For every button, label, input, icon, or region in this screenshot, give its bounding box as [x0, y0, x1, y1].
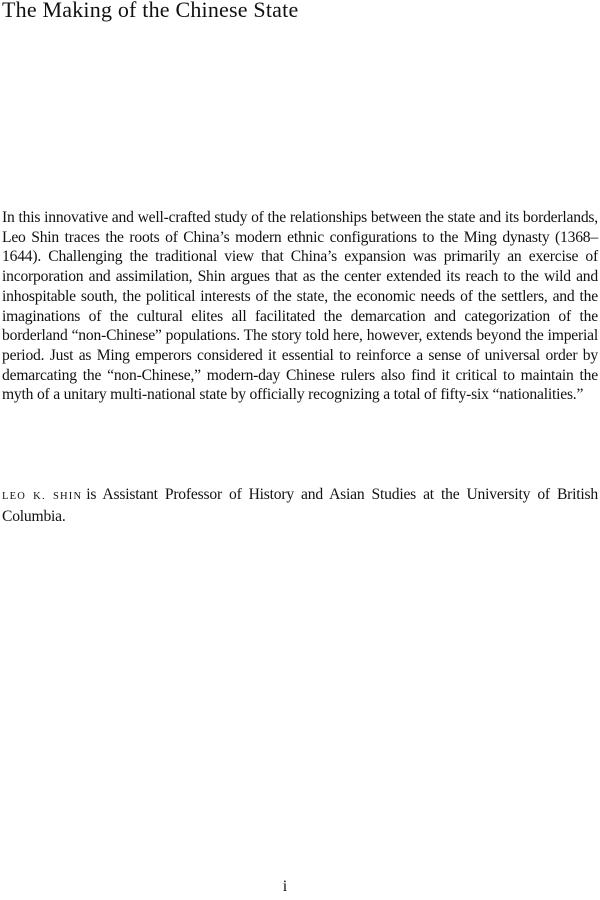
author-name: LEO K. SHIN: [2, 491, 83, 502]
book-title: The Making of the Chinese State: [2, 0, 299, 22]
book-description: In this innovative and well-crafted study of the relationships between the state and its borderlands, Leo Shin traces the roots of China’s modern ethnic configurations to the Ming dynasty (1368–1644). Challenging the traditional view that China’s expansion was primarily an exercise of incorporation and assimilation, Shin argues that as the center extended its reach to the wild and inhospitable south, the political interests of the state, the economic needs of the settlers, and the imaginations of the cultural elites all facilitated the demarcation and categorization of the borderland “non-Chinese” populations. The story told here, however, extends beyond the imperial period. Just as Ming emperors considered it essential to reinforce a sense of universal order by demarcating the “non-Chinese,” modern-day Chinese rulers also find it critical to maintain the myth of a unitary multi-national state by officially recognizing a total of fifty-six “nationalities.”: [2, 209, 598, 404]
author-bio: [2, 485, 598, 526]
page-number: i: [282, 878, 288, 895]
author-bio-text: is Assistant Professor of History and Asian Studies at the University of British Columbia.: [2, 486, 598, 525]
